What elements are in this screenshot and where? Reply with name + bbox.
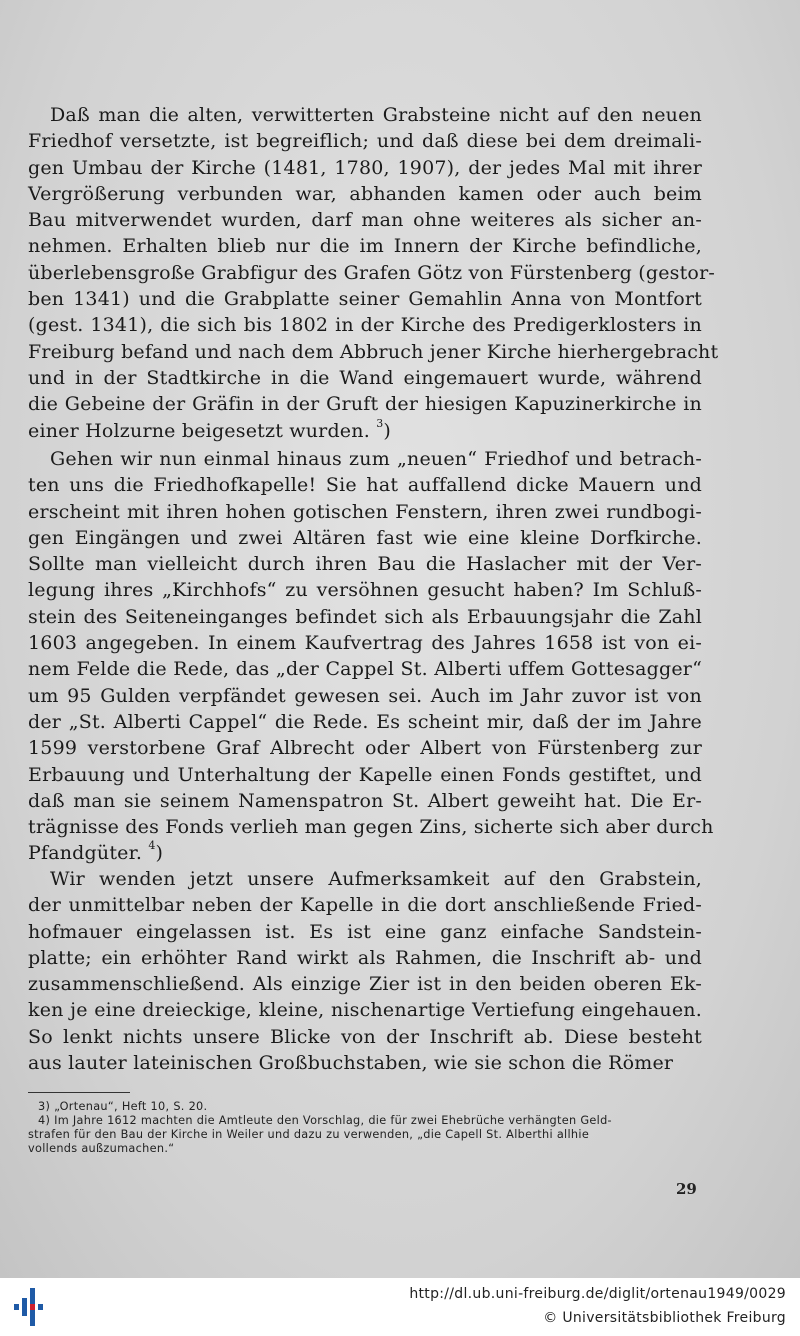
text-line: (gest. 1341), die sich bis 1802 in der Kirche des Predigerklosters in	[28, 314, 702, 337]
copyright-text: © Universitätsbibliothek Freiburg	[543, 1310, 786, 1326]
footnote-ref: 3	[376, 416, 384, 430]
text-line: die Gebeine der Gräfin in der Gruft der hiesigen Kapuzinerkirche in	[28, 393, 702, 416]
text-line: um 95 Gulden verpfändet gewesen sei. Auch im Jahr zuvor ist von	[28, 684, 702, 707]
text-line: gen Umbau der Kirche (1481, 1780, 1907), der jedes Mal mit ihrer	[28, 156, 702, 179]
text-line: und in der Stadtkirche in die Wand eingemauert wurde, während	[28, 366, 702, 389]
paragraph-3	[28, 866, 702, 1076]
text-line: daß man sie seinem Namenspatron St. Albert geweiht hat. Die Er-	[28, 789, 702, 812]
footnote-3: 3) „Ortenau“, Heft 10, S. 20.	[38, 1100, 208, 1113]
text-line: gen Eingängen und zwei Altären fast wie eine kleine Dorfkirche.	[28, 526, 702, 549]
text-line: So lenkt nichts unsere Blicke von der Inschrift ab. Diese besteht	[28, 1025, 702, 1048]
text-line: legung ihres „Kirchhofs“ zu versöhnen gesucht haben? Im Schluß-	[28, 579, 702, 602]
text-line: Gehen wir nun einmal hinaus zum „neuen“ Friedhof und betrach-	[50, 448, 702, 470]
text-line: Friedhof versetzte, ist begreiflich; und daß diese bei dem dreimali-	[28, 130, 702, 153]
text-line: nem Felde die Rede, das „der Cappel St. Alberti uffem Gottesagger“	[28, 658, 702, 681]
text-line: platte; ein erhöhter Rand wirkt als Rahmen, die Inschrift ab- und	[28, 946, 702, 969]
footnotes	[28, 1100, 702, 1156]
text-line: ten uns die Friedhofkapelle! Sie hat auffallend dicke Mauern und	[28, 474, 702, 497]
text-line: stein des Seiteneinganges befindet sich als Erbauungsjahr die Zahl	[28, 605, 702, 628]
text-line: Daß man die alten, verwitterten Grabsteine nicht auf den neuen	[50, 104, 702, 126]
footnote-4: 4) Im Jahre 1612 machten die Amtleute den Vorschlag, die für zwei Ehebrüche verhängten Geld-	[38, 1114, 612, 1127]
text-line: Bau mitverwendet wurden, darf man ohne weiteres als sicher an-	[28, 209, 702, 232]
footnote-4-end: vollends außzumachen.“	[28, 1142, 175, 1155]
paragraph-1	[28, 102, 719, 444]
footnote-ref-paren: )	[383, 419, 392, 442]
text-line: der unmittelbar neben der Kapelle in die dort anschließende Fried-	[28, 894, 702, 917]
text-line: Freiburg befand und nach dem Abbruch jener Kirche hierhergebracht	[28, 340, 719, 363]
page-number: 29	[676, 1180, 697, 1198]
text-line: trägnisse des Fonds verlieh man gegen Zins, sicherte sich aber durch	[28, 816, 714, 839]
text-line: Pfandgüter. $^4$)	[28, 839, 164, 865]
text-line: Vergrößerung verbunden war, abhanden kamen oder auch beim	[28, 182, 702, 205]
text-line: der „St. Alberti Cappel“ die Rede. Es scheint mir, daß der im Jahre	[28, 710, 702, 733]
paragraph-2	[28, 446, 714, 867]
ub-freiburg-logo-icon	[10, 1284, 50, 1330]
source-url-link[interactable]: http://dl.ub.uni-freiburg.de/diglit/ortenau1949/0029	[409, 1286, 786, 1302]
text-line: Erbauung und Unterhaltung der Kapelle einen Fonds gestiftet, und	[28, 763, 702, 786]
text-line: ben 1341) und die Grabplatte seiner Gemahlin Anna von Montfort	[28, 288, 702, 311]
text-line: 1599 verstorbene Graf Albrecht oder Albert von Fürstenberg zur	[28, 737, 702, 760]
text-line: nehmen. Erhalten blieb nur die im Innern der Kirche befindliche,	[28, 235, 702, 258]
text-line: aus lauter lateinischen Großbuchstaben, wie sie schon die Römer	[28, 1052, 674, 1075]
text-line: ken je eine dreieckige, kleine, nischenartige Vertiefung eingehauen.	[28, 999, 702, 1022]
text-line: Wir wenden jetzt unsere Aufmerksamkeit auf den Grabstein,	[50, 868, 702, 890]
footer-bar	[0, 1278, 800, 1336]
text-line: hofmauer eingelassen ist. Es ist eine ganz einfache Sandstein-	[28, 920, 702, 943]
text-line: Sollte man vielleicht durch ihren Bau die Haslacher mit der Ver-	[28, 553, 702, 576]
text-line: erscheint mit ihren hohen gotischen Fenstern, ihren zwei rundbogi-	[28, 500, 702, 523]
text-line: zusammenschließend. Als einzige Zier ist in den beiden oberen Ek-	[28, 973, 702, 996]
footnote-4-continued: strafen für den Bau der Kirche in Weiler und dazu zu verwenden, „die Capell St. Alberthi allhie	[28, 1128, 590, 1141]
text-line: 1603 angegeben. In einem Kaufvertrag des Jahres 1658 ist von ei-	[28, 632, 702, 655]
footnote-ref: 4	[148, 839, 156, 853]
footnote-ref-paren: )	[155, 842, 164, 865]
text-line: einer Holzurne beigesetzt wurden. $^3$)	[28, 416, 392, 442]
footnote-rule	[28, 1092, 130, 1093]
text-line: überlebensgroße Grabfigur des Grafen Götz von Fürstenberg (gestor-	[28, 261, 715, 284]
